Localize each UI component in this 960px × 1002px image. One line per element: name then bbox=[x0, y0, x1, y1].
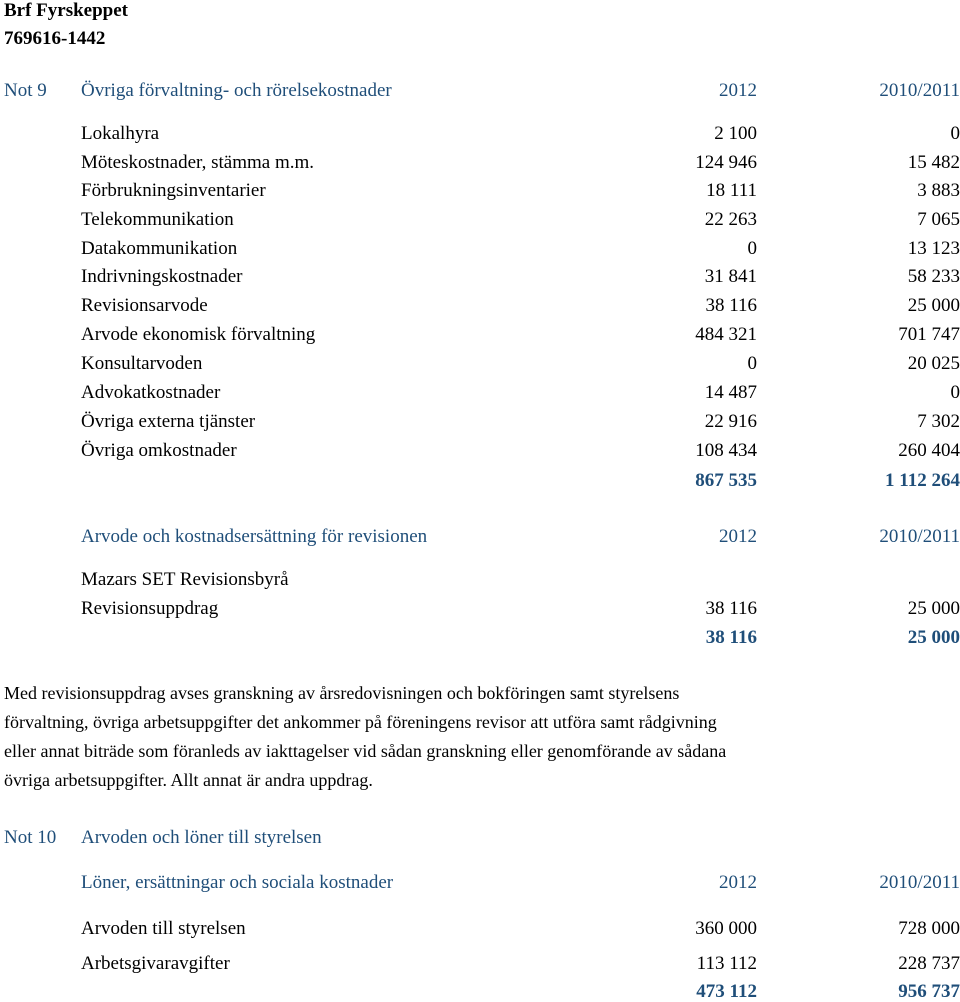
row-value-2012: 0 bbox=[748, 354, 758, 373]
row-label: Arvode ekonomisk förvaltning bbox=[81, 325, 315, 344]
row-value-2010-2011: 0 bbox=[951, 124, 960, 143]
row-label: Telekommunikation bbox=[81, 210, 234, 229]
row-label: Indrivningskostnader bbox=[81, 267, 242, 286]
row-value-2012: 2 100 bbox=[714, 124, 757, 143]
row-label: Möteskostnader, stämma m.m. bbox=[81, 153, 314, 172]
row-value-2012: 360 000 bbox=[695, 919, 757, 938]
org-number: 769616-1442 bbox=[4, 29, 105, 48]
row-value-2012: 113 112 bbox=[697, 954, 757, 973]
paragraph-line: förvaltning, övriga arbetsuppgifter det ankommer på föreningens revisor att utföra samt rådgivning bbox=[4, 713, 717, 731]
note10-total-2012: 473 112 bbox=[696, 982, 757, 1001]
note10-title: Arvoden och löner till styrelsen bbox=[81, 828, 322, 847]
row-value-2010-2011: 728 000 bbox=[898, 919, 960, 938]
note10-total-2010-2011: 956 737 bbox=[898, 982, 960, 1001]
row-label: Övriga externa tjänster bbox=[81, 412, 255, 431]
paragraph-line: Med revisionsuppdrag avses granskning av årsredovisningen och bokföringen samt styrelsens bbox=[4, 684, 679, 702]
note9-col2-header: 2010/2011 bbox=[879, 81, 960, 100]
paragraph-line: övriga arbetsuppgifter. Allt annat är andra uppdrag. bbox=[4, 771, 373, 789]
row-value-2010-2011: 228 737 bbox=[898, 954, 960, 973]
audit-firm-name: Mazars SET Revisionsbyrå bbox=[81, 570, 289, 589]
row-label: Lokalhyra bbox=[81, 124, 159, 143]
audit-total-2010-2011: 25 000 bbox=[908, 628, 960, 647]
note10-col2-header: 2010/2011 bbox=[879, 873, 960, 892]
row-value-2010-2011: 25 000 bbox=[908, 599, 960, 618]
row-value-2012: 18 111 bbox=[706, 181, 757, 200]
note10-col1-header: 2012 bbox=[719, 873, 757, 892]
note9-title: Övriga förvaltning- och rörelsekostnader bbox=[81, 81, 392, 100]
row-value-2010-2011: 0 bbox=[951, 383, 960, 402]
note9-col1-header: 2012 bbox=[719, 81, 757, 100]
row-value-2012: 38 116 bbox=[705, 599, 757, 618]
paragraph-line: eller annat biträde som föranleds av iakttagelser vid sådan granskning eller genomförande av sådana bbox=[4, 742, 726, 760]
row-value-2010-2011: 7 065 bbox=[917, 210, 960, 229]
row-value-2012: 31 841 bbox=[705, 267, 757, 286]
row-value-2012: 14 487 bbox=[705, 383, 757, 402]
row-label: Revisionsuppdrag bbox=[81, 599, 218, 618]
row-value-2010-2011: 701 747 bbox=[898, 325, 960, 344]
row-value-2012: 0 bbox=[748, 239, 758, 258]
note10-subtitle: Löner, ersättningar och sociala kostnader bbox=[81, 873, 393, 892]
row-value-2010-2011: 3 883 bbox=[917, 181, 960, 200]
audit-total-2012: 38 116 bbox=[706, 628, 757, 647]
note9-number: Not 9 bbox=[4, 81, 47, 100]
row-value-2010-2011: 25 000 bbox=[908, 296, 960, 315]
row-value-2010-2011: 13 123 bbox=[908, 239, 960, 258]
note10-number: Not 10 bbox=[4, 828, 56, 847]
row-label: Förbrukningsinventarier bbox=[81, 181, 266, 200]
row-value-2010-2011: 20 025 bbox=[908, 354, 960, 373]
row-label: Revisionsarvode bbox=[81, 296, 208, 315]
note9-total-2012: 867 535 bbox=[695, 471, 757, 490]
row-label: Arvoden till styrelsen bbox=[81, 919, 246, 938]
row-value-2010-2011: 7 302 bbox=[917, 412, 960, 431]
row-label: Advokatkostnader bbox=[81, 383, 220, 402]
row-value-2012: 484 321 bbox=[695, 325, 757, 344]
row-label: Övriga omkostnader bbox=[81, 441, 237, 460]
audit-section-title: Arvode och kostnadsersättning för revisionen bbox=[81, 527, 427, 546]
row-label: Konsultarvoden bbox=[81, 354, 202, 373]
row-value-2012: 22 916 bbox=[705, 412, 757, 431]
audit-col1-header: 2012 bbox=[719, 527, 757, 546]
row-value-2012: 108 434 bbox=[695, 441, 757, 460]
row-value-2012: 124 946 bbox=[695, 153, 757, 172]
row-value-2012: 38 116 bbox=[705, 296, 757, 315]
org-name: Brf Fyrskeppet bbox=[4, 1, 128, 20]
audit-col2-header: 2010/2011 bbox=[879, 527, 960, 546]
row-label: Arbetsgivaravgifter bbox=[81, 954, 230, 973]
row-value-2012: 22 263 bbox=[705, 210, 757, 229]
row-label: Datakommunikation bbox=[81, 239, 237, 258]
row-value-2010-2011: 15 482 bbox=[908, 153, 960, 172]
row-value-2010-2011: 260 404 bbox=[898, 441, 960, 460]
note9-total-2010-2011: 1 112 264 bbox=[885, 471, 960, 490]
row-value-2010-2011: 58 233 bbox=[908, 267, 960, 286]
